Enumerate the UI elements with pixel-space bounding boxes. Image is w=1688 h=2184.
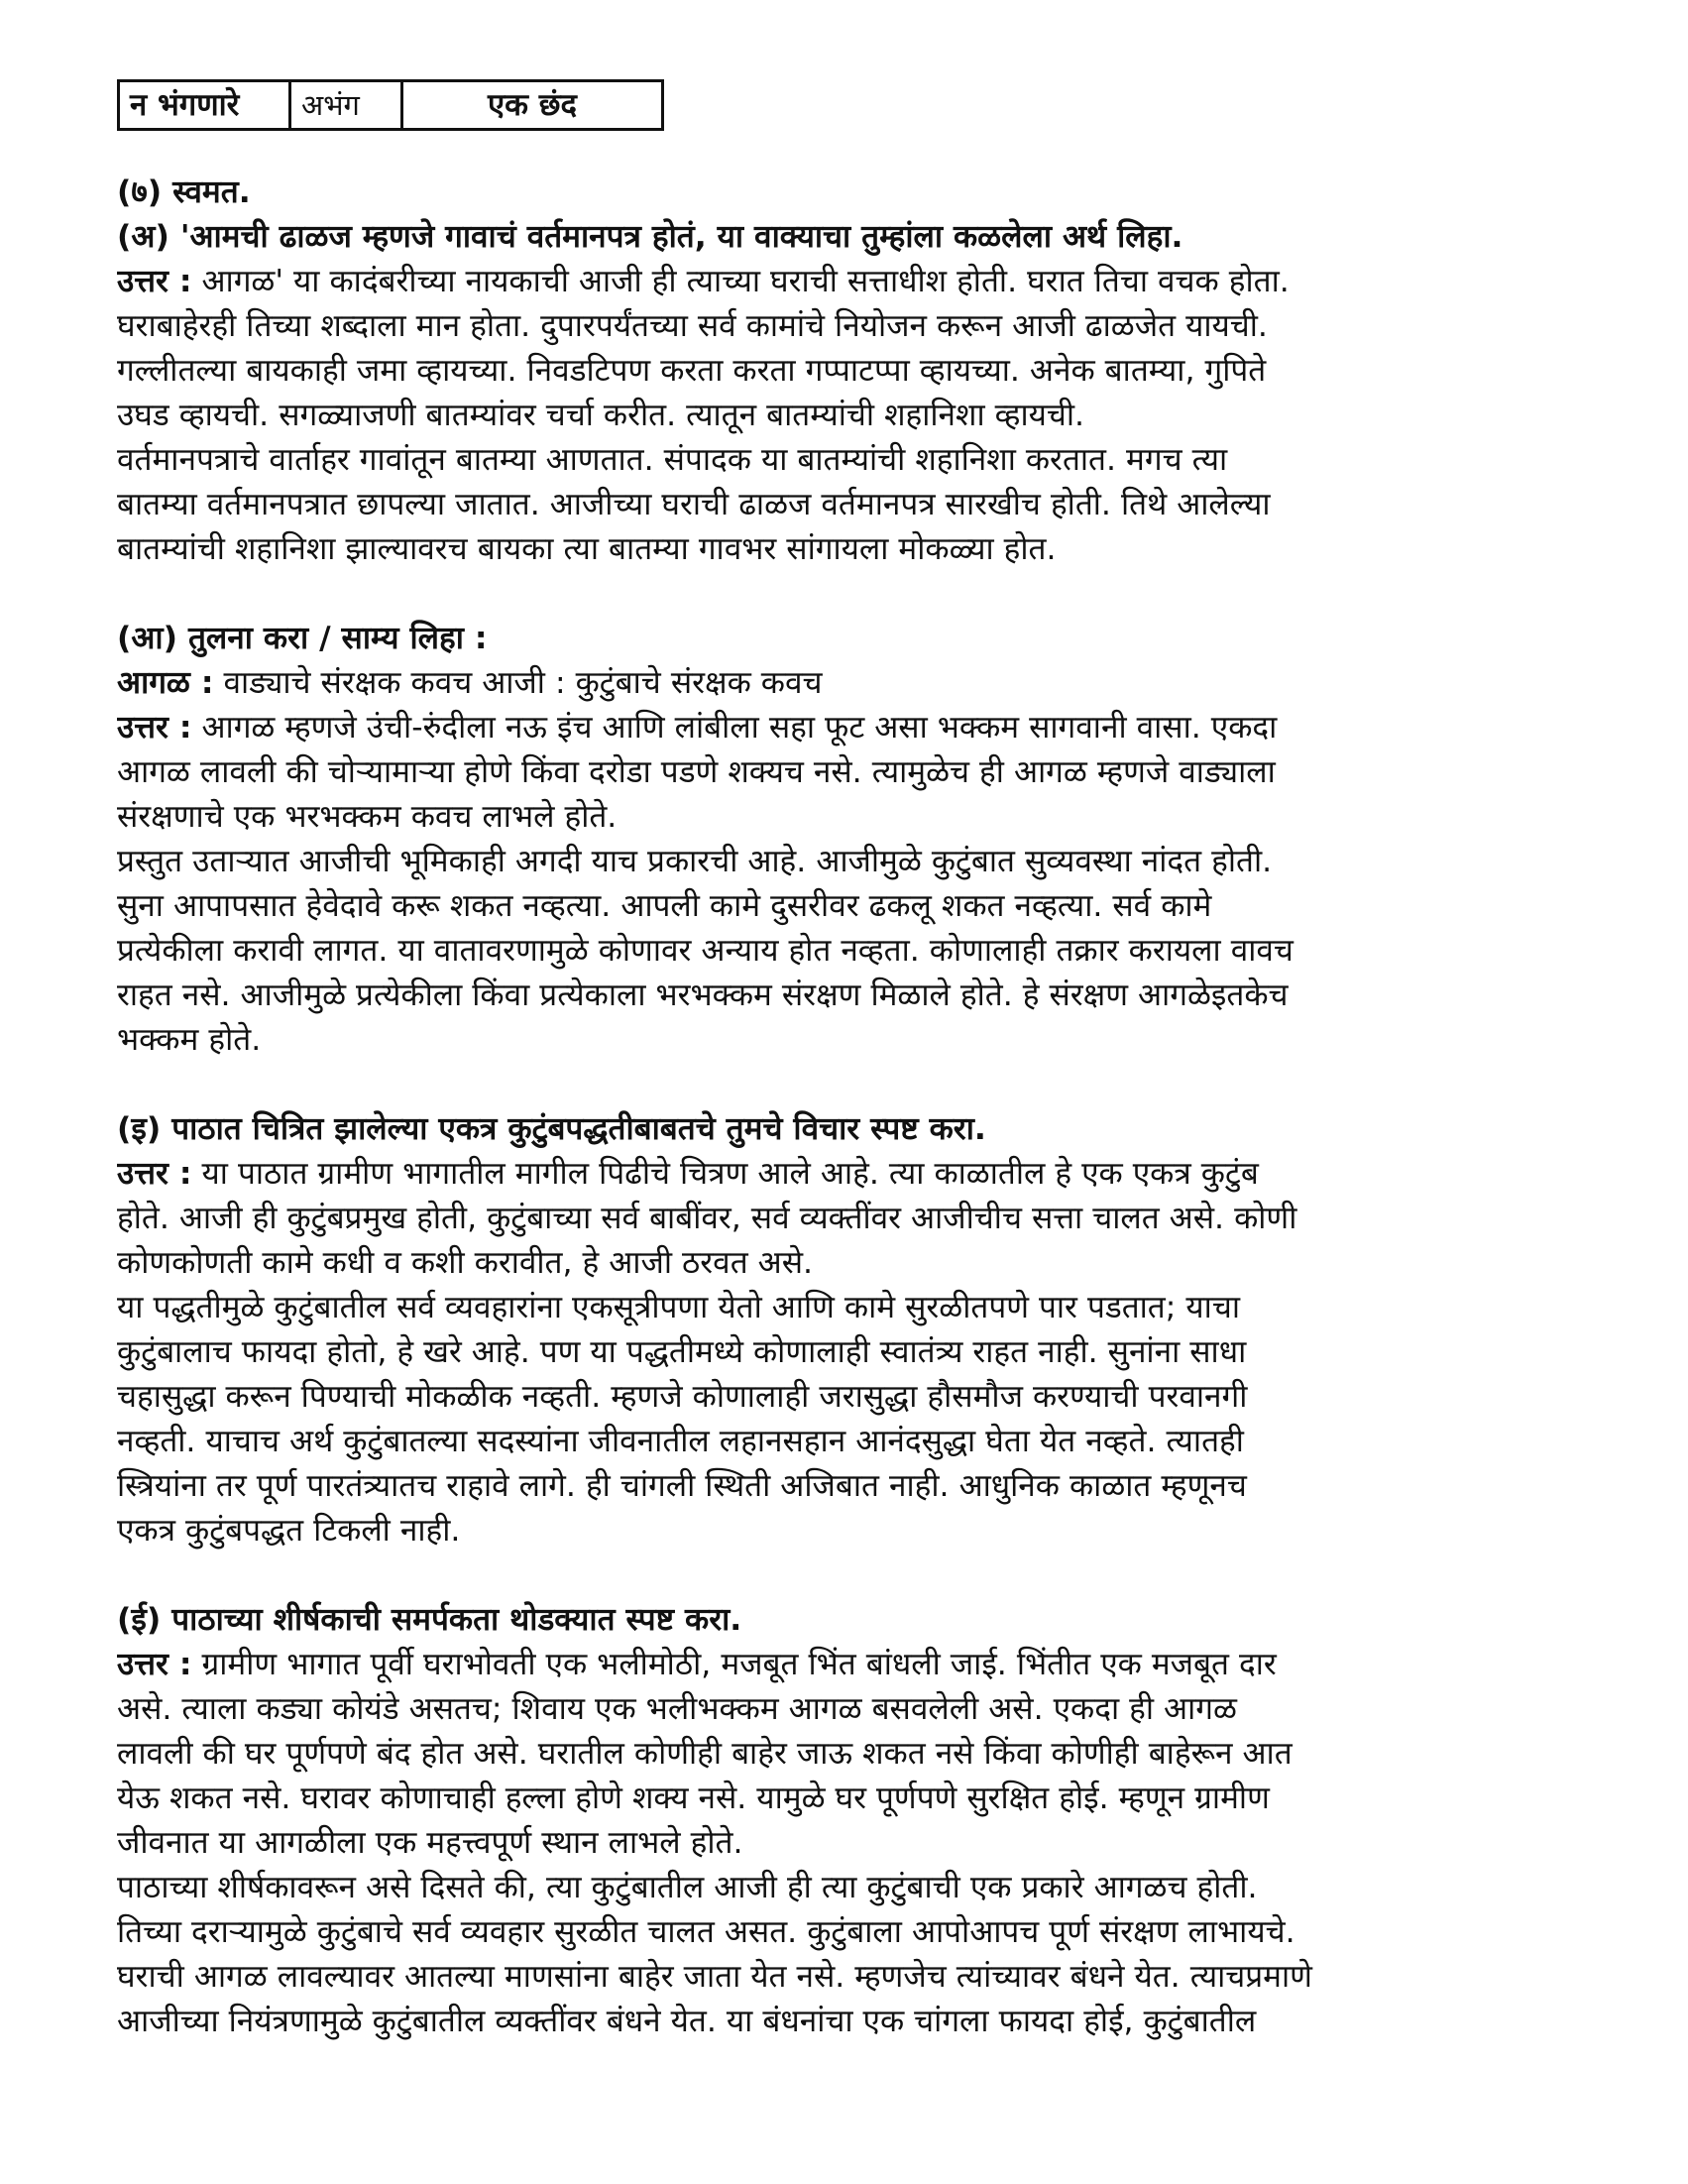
answer-text: आगळ' या कादंबरीच्या नायकाची आजी ही त्याच्या घराची सत्ताधीश होती. घरात तिचा वचक होता. bbox=[191, 264, 1290, 299]
section-heading: (७) स्वमत. bbox=[117, 174, 251, 210]
answer-line: जीवनात या आगळीला एक महत्त्वपूर्ण स्थान लाभले होते. bbox=[117, 1825, 743, 1861]
answer-label: उत्तर : bbox=[117, 264, 192, 299]
question-a: (अ) 'आमची ढाळज म्हणजे गावाचं वर्तमानपत्र होतं, या वाक्याचा तुम्हांला कळलेला अर्थ लिहा. bbox=[117, 219, 1183, 255]
answer-line: स्त्रियांना तर पूर्ण पारतंत्र्यातच राहावे लागे. ही चांगली स्थिती अजिबात नाही. आधुनिक काळात म्हणूनच bbox=[117, 1468, 1247, 1504]
answer-a-first-line bbox=[117, 260, 1572, 304]
question-aa: (आ) तुलना करा / साम्य लिहा : bbox=[117, 621, 488, 656]
answer-text: ग्रामीण भागात पूर्वी घराभोवती एक भलीमोठी, मजबूत भिंत बांधली जाई. भिंतीत एक मजबूत दार bbox=[191, 1647, 1277, 1682]
answer-line: आगळ लावली की चोऱ्यामाऱ्या होणे किंवा दरोडा पडणे शक्यच नसे. त्यामुळेच ही आगळ म्हणजे वाड्याला bbox=[117, 754, 1276, 790]
answer-label: उत्तर : bbox=[117, 1647, 192, 1682]
header-table bbox=[117, 79, 664, 131]
answer-line: प्रस्तुत उताऱ्यात आजीची भूमिकाही अगदी याच प्रकारची आहे. आजीमुळे कुटुंबात सुव्यवस्था नांदत होती. bbox=[117, 844, 1273, 879]
answer-line: बातम्यांची शहानिशा झाल्यावरच बायका त्या बातम्या गावभर सांगायला मोकळ्या होत. bbox=[117, 531, 1057, 567]
answer-line: गल्लीतल्या बायकाही जमा व्हायच्या. निवडटिपण करता करता गप्पाटप्पा व्हायच्या. अनेक बातम्या, गुपिते bbox=[117, 353, 1267, 389]
answer-line: उघड व्हायची. सगळ्याजणी बातम्यांवर चर्चा करीत. त्यातून बातम्यांची शहानिशा व्हायची. bbox=[117, 398, 1085, 433]
answer-aa-body bbox=[117, 750, 1572, 1063]
answer-line: कोणकोणती कामे कधी व कशी करावीत, हे आजी ठरवत असे. bbox=[117, 1245, 814, 1281]
answer-a-body bbox=[117, 304, 1572, 572]
answer-line: तिच्या दराऱ्यामुळे कुटुंबाचे सर्व व्यवहार सुरळीत चालत असत. कुटुंबाला आपोआपच पूर्ण संरक्षण लाभायचे. bbox=[117, 1914, 1295, 1950]
answer-text: या पाठात ग्रामीण भागातील मागील पिढीचे चित्रण आले आहे. त्या काळातील हे एक एकत्र कुटुंब bbox=[191, 1156, 1259, 1192]
answer-ee-first-line bbox=[117, 1643, 1572, 1687]
answer-line: कुटुंबालाच फायदा होतो, हे खरे आहे. पण या पद्धतीमध्ये कोणालाही स्वातंत्र्य राहत नाही. सुनांना साधा bbox=[117, 1334, 1247, 1370]
answer-line: घराबाहेरही तिच्या शब्दाला मान होता. दुपारपर्यंतच्या सर्व कामांचे नियोजन करून आजी ढाळजेत यायची. bbox=[117, 308, 1268, 344]
answer-line: येऊ शकत नसे. घरावर कोणाचाही हल्ला होणे शक्य नसे. यामुळे घर पूर्णपणे सुरक्षित होई. म्हणून ग्रामीण bbox=[117, 1781, 1270, 1816]
compare-line bbox=[117, 661, 1572, 706]
answer-line: वर्तमानपत्राचे वार्ताहर गावांतून बातम्या आणतात. संपादक या बातम्यांची शहानिशा करतात. मगच त्या bbox=[117, 442, 1228, 478]
document-body bbox=[117, 171, 1572, 2044]
answer-line: होते. आजी ही कुटुंबप्रमुख होती, कुटुंबाच्या सर्व बाबींवर, सर्व व्यक्तींवर आजीचीच सत्ता चालत असे. कोणी bbox=[117, 1201, 1297, 1236]
compare-label: आगळ : bbox=[117, 665, 214, 701]
answer-line: लावली की घर पूर्णपणे बंद होत असे. घरातील कोणीही बाहेर जाऊ शकत नसे किंवा कोणीही बाहेरून आत bbox=[117, 1736, 1293, 1772]
answer-line: या पद्धतीमुळे कुटुंबातील सर्व व्यवहारांना एकसूत्रीपणा येतो आणि कामे सुरळीतपणे पार पडतात; याचा bbox=[117, 1290, 1240, 1325]
compare-text: वाड्याचे संरक्षक कवच आजी : कुटुंबाचे संरक्षक कवच bbox=[213, 665, 823, 701]
answer-label: उत्तर : bbox=[117, 1156, 192, 1192]
answer-line: घराची आगळ लावल्यावर आतल्या माणसांना बाहेर जाता येत नसे. म्हणजेच त्यांच्यावर बंधने येत. त्याचप्रमाणे bbox=[117, 1959, 1312, 1995]
answer-text: आगळ म्हणजे उंची-रुंदीला नऊ इंच आणि लांबीला सहा फूट असा भक्कम सागवानी वासा. एकदा bbox=[191, 710, 1278, 746]
answer-line: राहत नसे. आजीमुळे प्रत्येकीला किंवा प्रत्येकाला भरभक्कम संरक्षण मिळाले होते. हे संरक्षण आगळेइतकेच bbox=[117, 977, 1289, 1013]
answer-line: भक्कम होते. bbox=[117, 1022, 262, 1058]
answer-line: असे. त्याला कड्या कोयंडे असतच; शिवाय एक भलीभक्कम आगळ बसवलेली असे. एकदा ही आगळ bbox=[117, 1691, 1237, 1727]
answer-aa-first-line bbox=[117, 706, 1572, 750]
answer-line: एकत्र कुटुंबपद्धत टिकली नाही. bbox=[117, 1513, 461, 1549]
header-cell-2: अभंग bbox=[290, 81, 402, 130]
header-cell-1: न भंगणारे bbox=[119, 81, 290, 130]
answer-line: संरक्षणाचे एक भरभक्कम कवच लाभले होते. bbox=[117, 799, 618, 835]
answer-line: बातम्या वर्तमानपत्रात छापल्या जातात. आजीच्या घराची ढाळज वर्तमानपत्र सारखीच होती. तिथे आलेल्या bbox=[117, 487, 1271, 522]
answer-ee-body bbox=[117, 1687, 1572, 2044]
answer-line: पाठाच्या शीर्षकावरून असे दिसते की, त्या कुटुंबातील आजी ही त्या कुटुंबाची एक प्रकारे आगळच होती. bbox=[117, 1870, 1258, 1905]
answer-line: सुना आपापसात हेवेदावे करू शकत नव्हत्या. आपली कामे दुसरीवर ढकलू शकत नव्हत्या. सर्व कामे bbox=[117, 888, 1212, 924]
answer-line: चहासुद्धा करून पिण्याची मोकळीक नव्हती. म्हणजे कोणालाही जरासुद्धा हौसमौज करण्याची परवानगी bbox=[117, 1379, 1248, 1415]
answer-line: आजीच्या नियंत्रणामुळे कुटुंबातील व्यक्तींवर बंधने येत. या बंधनांचा एक चांगला फायदा होई, कुटुंबातील bbox=[117, 2004, 1257, 2039]
answer-line: नव्हती. याचाच अर्थ कुटुंबातल्या सदस्यांना जीवनातील लहानसहान आनंदसुद्धा घेता येत नव्हते. त्यातही bbox=[117, 1424, 1244, 1459]
answer-i-body bbox=[117, 1197, 1572, 1553]
answer-line: प्रत्येकीला करावी लागत. या वातावरणामुळे कोणावर अन्याय होत नव्हता. कोणालाही तक्रार करायला वावच bbox=[117, 933, 1294, 969]
header-cell-3: एक छंद bbox=[402, 81, 663, 130]
answer-label: उत्तर : bbox=[117, 710, 192, 746]
question-ee: (ई) पाठाच्या शीर्षकाची समर्पकता थोडक्यात स्पष्ट करा. bbox=[117, 1602, 742, 1638]
answer-i-first-line bbox=[117, 1152, 1572, 1197]
question-i: (इ) पाठात चित्रित झालेल्या एकत्र कुटुंबपद्धतीबाबतचे तुमचे विचार स्पष्ट करा. bbox=[117, 1111, 986, 1147]
